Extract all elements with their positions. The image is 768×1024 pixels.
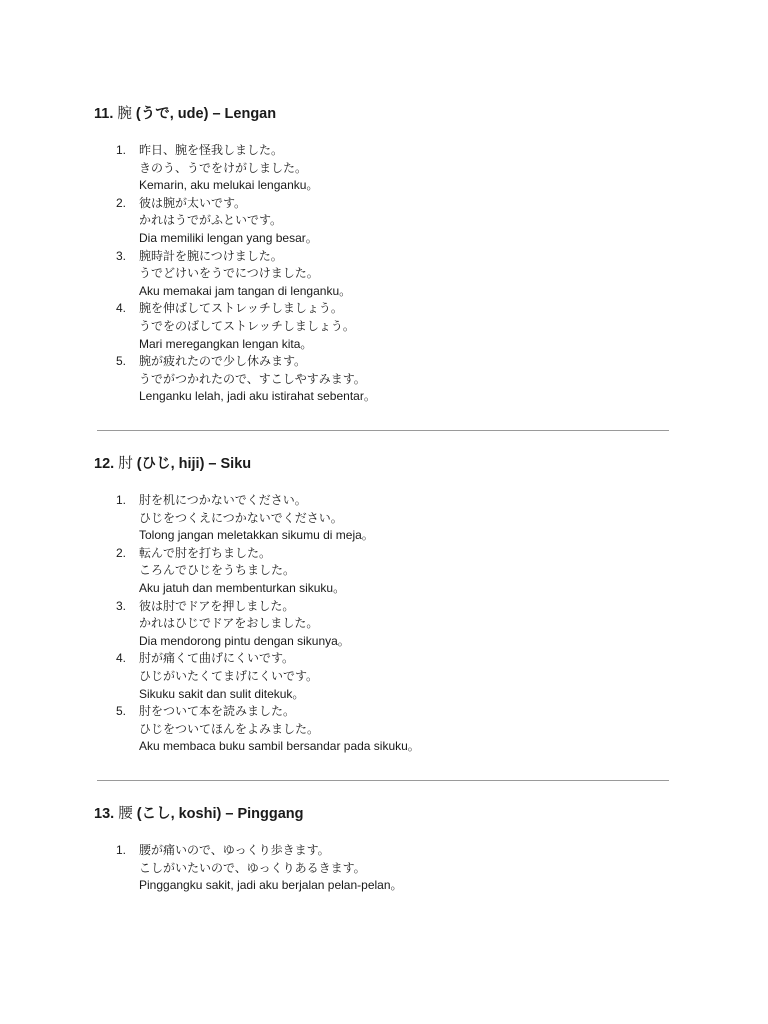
kana-reading: きのう、うでをけがしました。 — [139, 160, 308, 175]
example-list — [94, 842, 674, 895]
kana-reading: ひじをついてほんをよみました。 — [139, 721, 320, 736]
example-list — [94, 492, 674, 756]
list-item — [94, 492, 674, 545]
kana-reading: うでどけいをうでにつけました。 — [139, 266, 319, 281]
section-divider — [97, 780, 669, 781]
list-item — [94, 353, 674, 406]
list-item — [94, 142, 674, 195]
list-item — [94, 248, 674, 301]
indonesian-translation: Tolong jangan meletakkan sikumu di meja。 — [139, 528, 374, 543]
japanese-sentence: 肘を机につかないでください。 — [139, 493, 307, 507]
item-number: 1. — [116, 143, 127, 157]
indonesian-translation: Lenganku lelah, jadi aku istirahat sebentar。 — [139, 389, 376, 404]
list-item — [94, 650, 674, 703]
japanese-sentence: 彼は肘でドアを押しました。 — [139, 598, 295, 613]
indonesian-translation: Dia mendorong pintu dengan sikunya。 — [139, 633, 350, 648]
item-number: 4. — [116, 651, 127, 666]
section-title-text: (うで, ude) – Lengan — [135, 106, 277, 122]
section-kanji: 腕 — [117, 106, 132, 122]
section-number: 11. — [94, 106, 114, 122]
indonesian-translation: Kemarin, aku melukai lenganku。 — [139, 178, 319, 193]
section-12 — [94, 454, 674, 756]
section-title — [94, 454, 674, 474]
list-item — [94, 703, 674, 756]
indonesian-translation: Aku memakai jam tangan di lenganku。 — [139, 283, 352, 298]
indonesian-translation: Aku membaca buku sambil bersandar pada sikuku。 — [139, 739, 420, 754]
japanese-sentence: 肘をついて本を読みました。 — [139, 704, 296, 719]
list-item — [94, 598, 674, 651]
kana-reading: かれはひじでドアをおしました。 — [139, 616, 319, 631]
section-kanji: 肘 — [118, 456, 133, 472]
kana-reading: こしがいたいので、ゆっくりあるきます。 — [139, 860, 366, 875]
item-number: 1. — [116, 843, 127, 857]
section-title-text: (ひじ, hiji) – Siku — [136, 456, 252, 472]
list-item — [94, 545, 674, 598]
section-13 — [94, 804, 674, 895]
kana-reading: うでがつかれたので、すこしやすみます。 — [139, 371, 366, 386]
section-number: 13. — [94, 806, 115, 822]
japanese-sentence: 昨日、腕を怪我しました。 — [139, 143, 284, 157]
japanese-sentence: 腕を伸ばしてストレッチしましょう。 — [139, 301, 343, 316]
kana-reading: うでをのばしてストレッチしましょう。 — [139, 318, 355, 333]
item-number: 2. — [116, 545, 127, 560]
kana-reading: ひじをつくえにつかないでください。 — [139, 510, 343, 525]
item-number: 1. — [116, 493, 127, 507]
section-title — [94, 804, 674, 824]
indonesian-translation: Sikuku sakit dan sulit ditekuk。 — [139, 686, 305, 701]
japanese-sentence: 彼は腕が太いです。 — [139, 195, 247, 210]
japanese-sentence: 腕が疲れたので少し休みます。 — [139, 354, 307, 369]
indonesian-translation: Aku jatuh dan membenturkan sikuku。 — [139, 580, 346, 595]
section-kanji: 腰 — [118, 806, 133, 822]
section-title-text: (こし, koshi) – Pinggang — [136, 806, 304, 822]
list-item — [94, 842, 674, 895]
item-number: 5. — [116, 704, 127, 719]
section-divider — [97, 430, 669, 431]
indonesian-translation: Pinggangku sakit, jadi aku berjalan pelan-pelan。 — [139, 878, 403, 893]
japanese-sentence: 腰が痛いので、ゆっくり歩きます。 — [139, 843, 330, 857]
item-number: 4. — [116, 301, 127, 316]
japanese-sentence: 腕時計を腕につけました。 — [139, 248, 283, 263]
item-number: 3. — [116, 598, 127, 613]
item-number: 5. — [116, 354, 127, 369]
japanese-sentence: 肘が痛くて曲げにくいです。 — [139, 651, 295, 666]
japanese-sentence: 転んで肘を打ちました。 — [139, 545, 272, 560]
indonesian-translation: Dia memiliki lengan yang besar。 — [139, 230, 318, 245]
section-number: 12. — [94, 456, 115, 472]
list-item — [94, 195, 674, 248]
kana-reading: かれはうでがふといです。 — [139, 213, 283, 228]
kana-reading: ひじがいたくてまげにくいです。 — [139, 668, 319, 683]
item-number: 3. — [116, 248, 127, 263]
kana-reading: ころんでひじをうちました。 — [139, 563, 296, 578]
list-item — [94, 300, 674, 353]
section-title — [94, 104, 674, 124]
item-number: 2. — [116, 195, 127, 210]
indonesian-translation: Mari meregangkan lengan kita。 — [139, 336, 313, 351]
example-list — [94, 142, 674, 406]
section-11 — [94, 104, 674, 406]
